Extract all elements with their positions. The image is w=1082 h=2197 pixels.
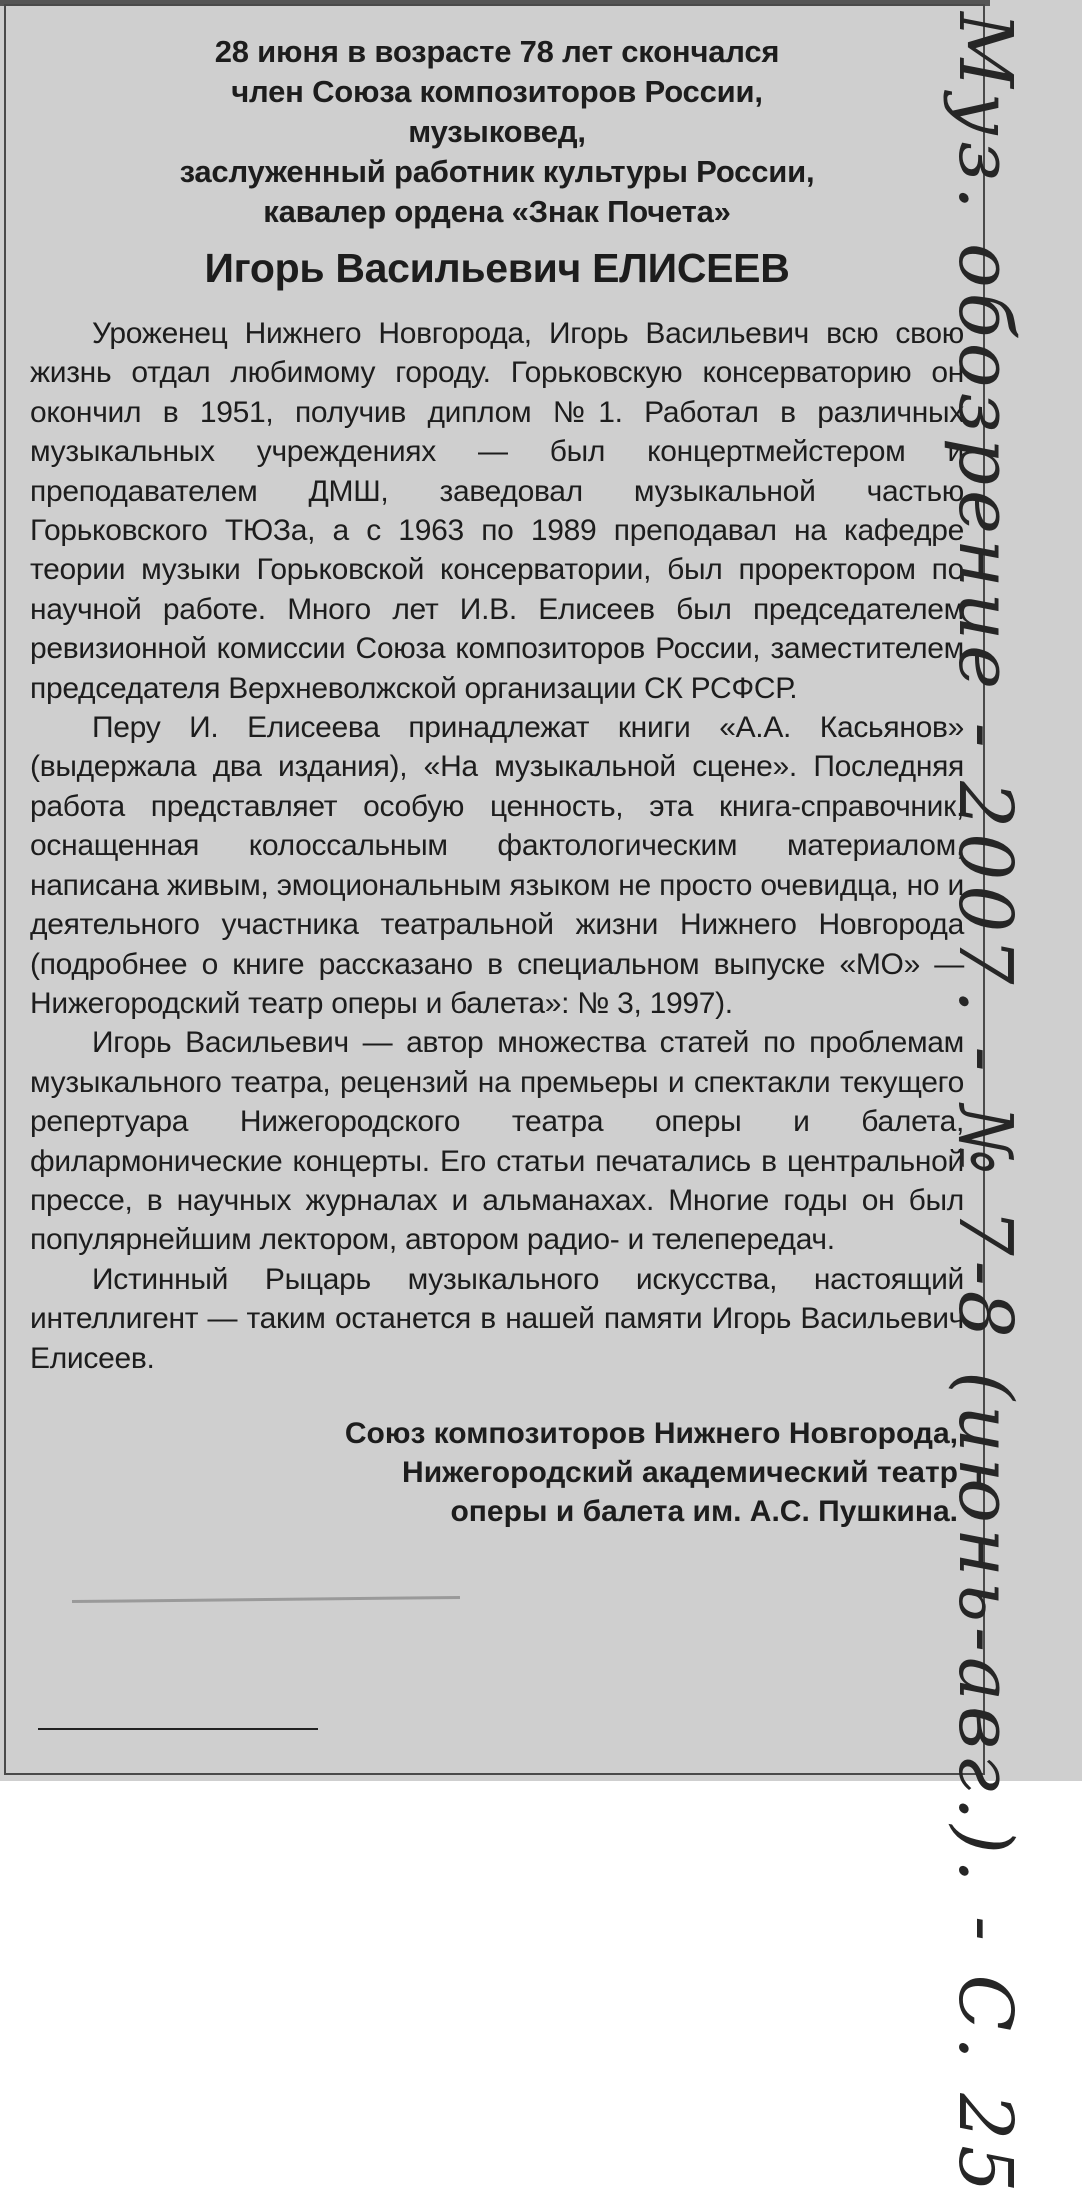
obituary-article <box>30 32 964 1531</box>
body-paragraph: Уроженец Нижнего Новгорода, Игорь Васильевич всю свою жизнь отдал любимому городу. Горьковскую консерваторию он окончил в 1951, получив диплом №1. Работал в различных музыкальных учреждениях — был концертмейстером и преподавателем ДМШ, заведовал музыкальной частью Горьковского ТЮЗа, а с 1963 по 1989 преподавал на кафедре теории музыки Горьковской консерватории, был проректором по научной работе. Много лет И.В. Елисеев был председателем ревизионной комиссии Союза композиторов России, заместителем председателя Верхневолжской организации СК РСФСР. <box>30 317 964 705</box>
signature-line: оперы и балета им. А.С. Пушкина. <box>450 1494 958 1528</box>
headline-line: член Союза композиторов России, <box>231 74 763 109</box>
article-body <box>30 314 964 1378</box>
deceased-name: Игорь Васильевич ЕЛИСЕЕВ <box>204 245 790 291</box>
body-paragraph: Игорь Васильевич — автор множества статей по проблемам музыкального театра, рецензий на премьеры и спектакли текущего репертуара Нижегородского театра оперы и балета, филармонические концерты. Его статьи печатались в центральной прессе, в научных журналах и альманахах. Многие годы он был популярнейшим лектором, автором радио- и телепередач. <box>30 1026 964 1257</box>
headline-line: кавалер ордена «Знак Почета» <box>263 194 731 229</box>
signature-line: Нижегородский академический театр <box>402 1455 958 1489</box>
signature-rule <box>38 1728 318 1730</box>
signature-line: Союз композиторов Нижнего Новгорода, <box>344 1416 958 1450</box>
headline <box>30 32 964 232</box>
signature-block <box>30 1414 964 1531</box>
handwritten-citation: Муз. обозрение - 2007. - № 7-8 (июнь-авг.). - С. 25 <box>942 12 1028 2197</box>
headline-line: заслуженный работник культуры России, <box>179 154 815 189</box>
headline-line: 28 июня в возрасте 78 лет скончался <box>214 34 780 69</box>
body-paragraph: Перу И. Елисеева принадлежат книги «А.А. Касьянов» (выдержала два издания), «На музыкальной сцене». Последняя работа представляет особую ценность, эта книга-справочник, оснащенная колоссальным фактологическим материалом, написана живым, эмоциональным языком не просто очевидца, но и деятельного участника театральной жизни Нижнего Новгорода (подробнее о книге рассказано в специальном выпуске «МО» — Нижегородский театр оперы и балета»: № 3, 1997). <box>30 711 964 1020</box>
body-paragraph: Истинный Рыцарь музыкального искусства, настоящий интеллигент — таким останется в нашей памяти Игорь Васильевич Елисеев. <box>30 1262 964 1375</box>
headline-line: музыковед, <box>408 114 586 149</box>
